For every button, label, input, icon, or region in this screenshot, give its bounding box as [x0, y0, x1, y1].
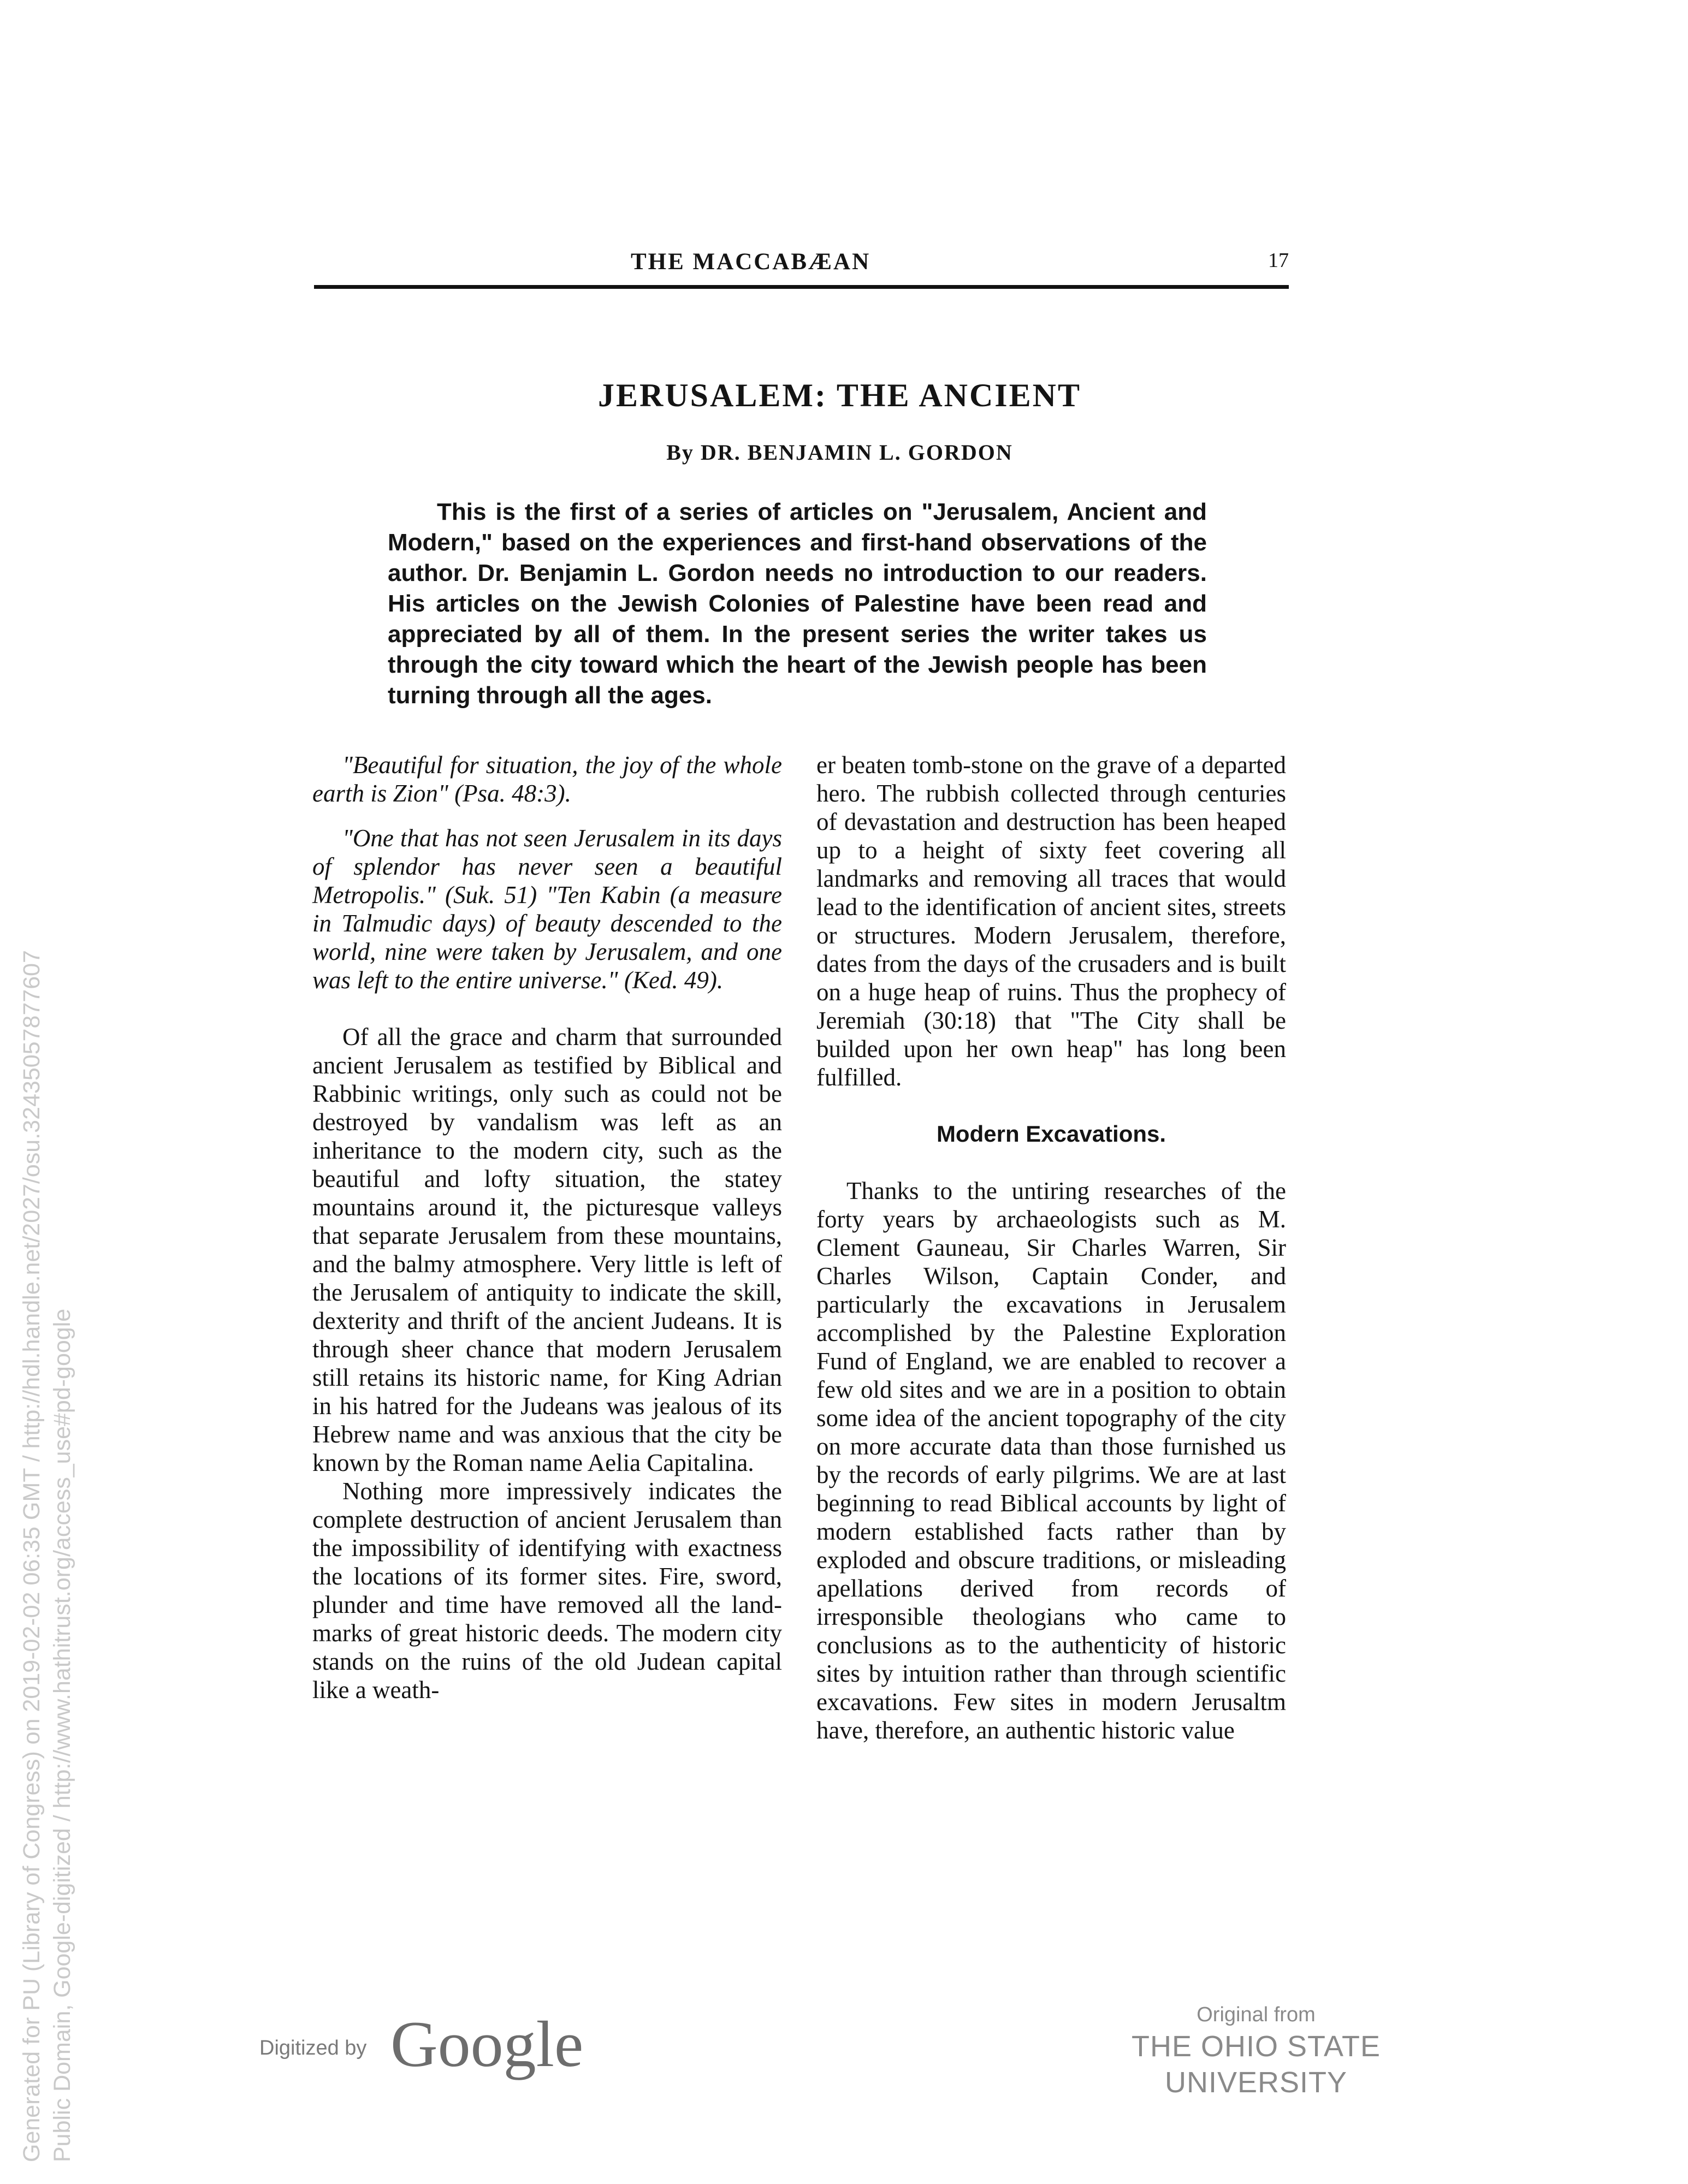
section-subheading: Modern Excavations. [936, 1121, 1166, 1147]
watermark-line: Generated for PU (Library of Congress) on 2019-02-02 06:35 GMT / http://hdl.handle.net/2027/osu.32435057877607 [19, 950, 45, 2162]
body-paragraph: Thanks to the untiring researches of the forty years by archaeologists such as M. Clement Gauneau, Sir Charles Warren, Sir Charles Wilson, Captain Conder, and particularly the excavations in Jerusalem accomplished by the Palestine Exploration Fund of England, we are enabled to recover a few old sites and we are in a position to obtain some idea of the ancient topography of the city on more accurate data than those furnished us by the records of early pilgrims. We are at last beginning to read Biblical accounts by light of modern established facts rather than by exploded and obscure traditions, or misleading apellations derived from records of irresponsible theologians who came to conclusions as to the authenticity of historic sites by intuition rather than through scientific excavations. Few sites in modern Jerusaltm have, therefore, an authentic historic value [816, 1177, 1286, 1744]
header-rule [314, 285, 1289, 289]
original-from-label: Original from [1197, 2003, 1316, 2026]
journal-name: THE MACCABÆAN [631, 249, 871, 275]
watermark-line: Public Domain, Google-digitized / http://www.hathitrust.org/access_use#pd-google [49, 1308, 75, 2162]
editorial-intro: This is the first of a series of articles on "Jerusalem, Ancient and Modern," based on the experiences and first-hand observations of the author. Dr. Benjamin L. Gordon needs no introduction to our readers. His articles on the Jewish Colonies of Palestine have been read and appreciated by all of them. In the present series the writer takes us through the city toward which the heart of the Jewish people has been turning through all the ages. [388, 498, 1207, 709]
body-paragraph: Nothing more impressively indicates the complete destruction of ancient Jerusalem than the impossibility of identifying with exactness the locations of its former sites. Fire, sword, plunder and time have removed all the land-marks of great historic deeds. The modern city stands on the ruins of the old Judean capital like a weath- [312, 1477, 782, 1704]
google-logo: Google [390, 2008, 584, 2080]
source-institution: THE OHIO STATE UNIVERSITY [1131, 2030, 1381, 2099]
page-number: 17 [1268, 249, 1289, 272]
body-paragraph: er beaten tomb-stone on the grave of a departed hero. The rubbish collected through centuries of devastation and destruction has been heaped up to a height of sixty feet covering all landmarks and removing all traces that would lead to the identification of ancient sites, streets or structures. Modern Jerusalem, therefore, dates from the days of the crusaders and is built on a huge heap of ruins. Thus the prophecy of Jeremiah (30:18) that "The City shall be builded upon her own heap" has long been fulfilled. [816, 751, 1286, 1091]
article-byline: By DR. BENJAMIN L. GORDON [666, 440, 1013, 465]
article-title: JERUSALEM: THE ANCIENT [597, 377, 1082, 413]
right-column [816, 751, 1286, 1744]
original-source [1049, 2001, 1464, 2100]
digitized-label: Digitized by [259, 2037, 367, 2060]
epigraph-talmud: "One that has not seen Jerusalem in its days of splendor has never seen a beautiful Metropolis." (Suk. 51) "Ten Kabin (a measure in Talmudic days) of beauty descended to the world, nine were taken by Jerusalem, and one was left to the entire universe." (Ked. 49). [312, 824, 782, 994]
left-column [312, 751, 782, 1704]
running-head [314, 248, 1289, 287]
epigraph-psalm: "Beautiful for situation, the joy of the whole earth is Zion" (Psa. 48:3). [312, 751, 782, 807]
body-paragraph: Of all the grace and charm that surrounded ancient Jerusalem as testified by Biblical and Rabbinic writings, only such as could not be destroyed by vandalism was left as an inheritance to the modern city, such as the beautiful and lofty situation, the statey mountains around it, the picturesque valleys that separate Jerusalem from these mountains, and the balmy atmosphere. Very little is left of the Jerusalem of antiquity to indicate the skill, dexterity and thrift of the ancient Judeans. It is through sheer chance that modern Jerusalem still retains its historic name, for King Adrian in his hatred for the Judeans was jealous of its Hebrew name and was anxious that the city be known by the Roman name Aelia Capitalina. [312, 1023, 782, 1476]
hathitrust-watermark [16, 306, 98, 2162]
